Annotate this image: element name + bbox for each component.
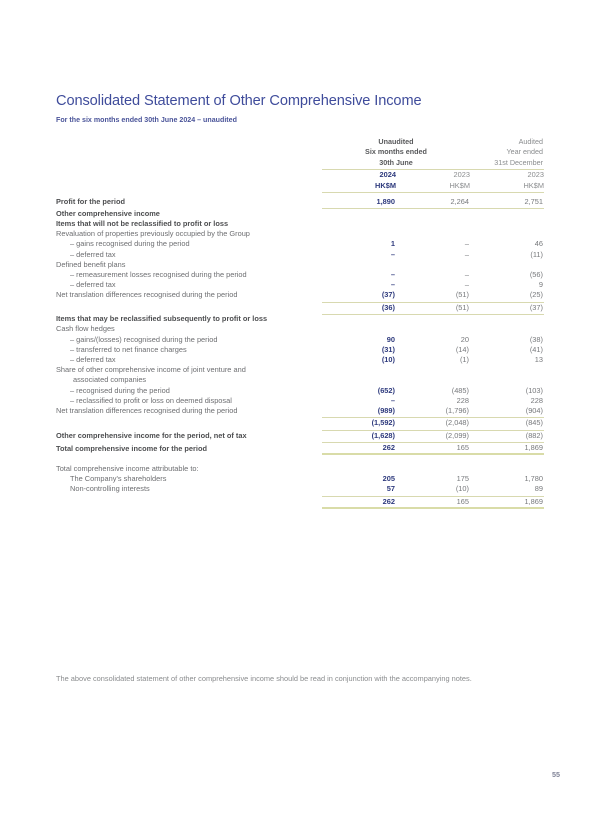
statement-label: Items that will not be reclassified to profit or loss [56, 218, 229, 228]
statement-row [56, 280, 544, 290]
statement-value-1: – [390, 280, 395, 290]
statement-row [56, 302, 544, 313]
header-group-audited: Audited Year ended 31st December [494, 137, 543, 167]
statement-value-1: (652) [377, 385, 395, 395]
statement-label: Net translation differences recognised during the period [56, 290, 238, 300]
statement-label: Other comprehensive income for the period, net of tax [56, 430, 247, 440]
statement-row [56, 430, 544, 441]
page-subtitle: For the six months ended 30th June 2024 – unaudited [56, 116, 237, 124]
statement-label: – gains recognised during the period [70, 239, 190, 249]
statement-value-2: (51) [455, 290, 469, 300]
statement-row [56, 197, 544, 207]
attributable-value-1: 262 [322, 496, 396, 508]
attributable-label: Non-controlling interests [70, 484, 150, 494]
attributable-value-2: 175 [456, 474, 469, 484]
statement-value-2: (14) [455, 344, 469, 354]
statement-value-3: 13 [534, 355, 543, 365]
statement-row [56, 270, 544, 280]
statement-value-1: 262 [322, 442, 396, 454]
statement-value-2: 165 [396, 442, 470, 454]
statement-label: – reclassified to profit or loss on deemed disposal [70, 395, 232, 405]
header-spacer [56, 137, 322, 168]
statement-label: – deferred tax [70, 249, 116, 259]
statement-value-1: (1,628) [371, 430, 395, 440]
statement-value-3: (904) [525, 406, 543, 416]
statement-value-2 [396, 260, 470, 270]
page-number: 55 [552, 770, 560, 779]
statement-row [56, 375, 544, 385]
attributable-label [56, 496, 322, 508]
statement-value-3: 46 [534, 239, 543, 249]
statement-value-3: (882) [525, 430, 543, 440]
header-group-unaudited: Unaudited Six months ended 30th June [365, 137, 427, 167]
statement-value-3 [470, 375, 544, 385]
statement-row [56, 406, 544, 416]
statement-value-2: – [464, 269, 469, 279]
statement-value-3: 2,751 [524, 197, 543, 207]
header-group-row [56, 137, 544, 168]
statement-value-3: 228 [530, 395, 543, 405]
statement-label: Cash flow hedges [56, 324, 115, 334]
statement-label [56, 418, 322, 429]
statement-value-2 [396, 375, 470, 385]
statement-value-2 [396, 219, 470, 229]
statement-label: Defined benefit plans [56, 259, 126, 269]
attributable-value-1: 205 [382, 474, 395, 484]
statement-value-2 [396, 324, 470, 334]
statement-value-2 [396, 314, 470, 324]
statement-label: Other comprehensive income [56, 208, 160, 218]
statement-value-1: (1,592) [371, 418, 395, 428]
statement-value-3 [470, 209, 544, 219]
statement-label: – deferred tax [70, 355, 116, 365]
statement-label: Net translation differences recognised during the period [56, 406, 238, 416]
attributable-label: The Company’s shareholders [70, 474, 167, 484]
statement-value-1 [322, 260, 396, 270]
statement-label: Items that may be reclassified subsequently to profit or loss [56, 314, 268, 324]
spacer [56, 454, 544, 464]
statement-row [56, 260, 544, 270]
statement-row [56, 250, 544, 260]
page-title: Consolidated Statement of Other Comprehensive Income [56, 93, 422, 109]
statement-value-1: (989) [377, 406, 395, 416]
statement-value-1: – [390, 395, 395, 405]
statement-value-3 [470, 260, 544, 270]
statement-value-1: 1 [390, 239, 395, 249]
attributable-heading: Total comprehensive income attributable to: [56, 463, 199, 473]
statement-value-3 [470, 219, 544, 229]
statement-row [56, 442, 544, 454]
statement-value-1: (10) [381, 355, 395, 365]
header-column-1: 2024 HK$M [375, 170, 396, 190]
statement-value-2: – [464, 249, 469, 259]
statement-value-2: (51) [455, 302, 469, 312]
statement-value-3: 1,869 [470, 442, 544, 454]
statement-value-3: (25) [529, 290, 543, 300]
statement-value-1 [322, 219, 396, 229]
statement-value-1: – [390, 249, 395, 259]
statement-value-2 [396, 365, 470, 375]
statement-value-1: (36) [381, 302, 395, 312]
header-column-3: 2023 HK$M [523, 170, 544, 190]
attributable-value-3: 89 [534, 484, 543, 494]
statement-row [56, 314, 544, 324]
statement-label: – recognised during the period [70, 385, 170, 395]
attributable-value-3: 1,869 [470, 496, 544, 508]
statement-value-2: (1,796) [445, 406, 469, 416]
statement-content [56, 92, 544, 509]
statement-value-3: (37) [529, 302, 543, 312]
statement-value-2: – [464, 280, 469, 290]
statement-value-3: (11) [530, 249, 543, 259]
statement-value-3: (103) [525, 385, 543, 395]
statement-label: – remeasurement losses recognised during the period [70, 269, 247, 279]
attributable-heading-row [56, 464, 544, 474]
statement-label: Total comprehensive income for the period [56, 443, 207, 453]
statement-row [56, 365, 544, 375]
statement-row [56, 355, 544, 365]
statement-value-3: 9 [538, 280, 543, 290]
footnote: The above consolidated statement of other comprehensive income should be read in conjunction with the accompanying notes. [56, 674, 472, 683]
statement-value-2: – [464, 239, 469, 249]
statement-value-3: (845) [525, 418, 543, 428]
statement-label: Share of other comprehensive income of joint venture and [56, 365, 246, 375]
attributable-value-2: (10) [455, 484, 469, 494]
statement-value-2: 2,264 [450, 197, 469, 207]
statement-value-2: (1) [459, 355, 469, 365]
statement-row [56, 209, 544, 219]
statement-label: Profit for the period [56, 197, 125, 207]
statement-row [56, 396, 544, 406]
statement-value-1: (31) [381, 344, 395, 354]
statement-value-2: 20 [460, 334, 469, 344]
statement-value-2: (485) [451, 385, 469, 395]
statement-value-1 [322, 229, 396, 239]
statement-value-2: 228 [456, 395, 469, 405]
statement-row [56, 335, 544, 345]
statement-row [56, 239, 544, 249]
statement-value-2: (2,048) [445, 418, 469, 428]
comprehensive-income-table [56, 137, 544, 509]
statement-value-2: (2,099) [445, 430, 469, 440]
attributable-row [56, 496, 544, 508]
statement-label: – gains/(losses) recognised during the period [70, 334, 218, 344]
statement-value-3: (38) [529, 334, 543, 344]
statement-row [56, 324, 544, 334]
attributable-row [56, 474, 544, 484]
statement-row [56, 418, 544, 429]
statement-label: – deferred tax [70, 280, 116, 290]
statement-value-3 [470, 229, 544, 239]
statement-label: – transferred to net finance charges [70, 344, 187, 354]
header-column-2: 2023 HK$M [449, 170, 470, 190]
header-year-row [56, 170, 544, 191]
statement-row [56, 219, 544, 229]
statement-row [56, 386, 544, 396]
statement-value-3 [470, 314, 544, 324]
statement-value-1 [322, 365, 396, 375]
statement-value-3: (41) [529, 344, 543, 354]
statement-value-1: – [390, 269, 395, 279]
statement-row [56, 345, 544, 355]
statement-row [56, 290, 544, 300]
statement-value-1 [322, 324, 396, 334]
attributable-row [56, 484, 544, 494]
statement-value-3: (56) [529, 269, 543, 279]
statement-label: Revaluation of properties previously occupied by the Group [56, 229, 250, 239]
statement-row [56, 229, 544, 239]
attributable-value-2: 165 [396, 496, 470, 508]
attributable-value-1: 57 [386, 484, 395, 494]
statement-value-2 [396, 209, 470, 219]
statement-value-2 [396, 229, 470, 239]
statement-label: associated companies [73, 375, 147, 385]
statement-value-1: (37) [381, 290, 395, 300]
statement-label [56, 302, 322, 313]
statement-value-1 [322, 314, 396, 324]
attributable-value-3: 1,780 [524, 474, 543, 484]
statement-value-1: 1,890 [376, 197, 395, 207]
statement-value-1: 90 [386, 334, 395, 344]
statement-value-1 [322, 209, 396, 219]
statement-value-1 [322, 375, 396, 385]
statement-value-3 [470, 365, 544, 375]
statement-value-3 [470, 324, 544, 334]
